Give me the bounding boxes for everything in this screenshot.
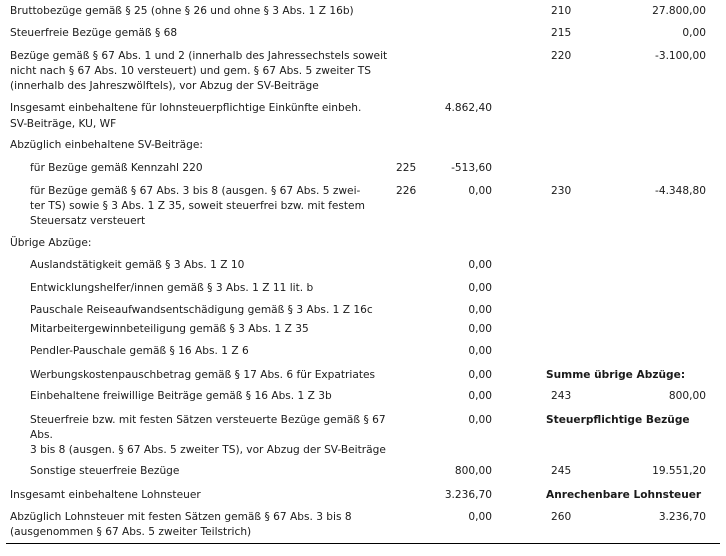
row-description-line: (innerhalb des Jahreszwölftels), vor Abzug der SV-Beiträge [10,80,319,92]
summary-heading: Anrechenbare Lohnsteuer [546,489,702,501]
row-value: 0,00 [468,369,492,381]
row-description: Sonstige steuerfreie Bezüge [30,465,180,477]
row-value: 0,00 [468,390,492,402]
row-description-line: SV-Beiträge, KU, WF [10,118,117,130]
bottom-divider [6,543,720,544]
row-value: 0,00 [468,511,492,523]
row-value: 0,00 [468,323,492,335]
row-value: 0,00 [468,304,492,316]
row-description: Auslandstätigkeit gemäß § 3 Abs. 1 Z 10 [30,259,245,271]
row-description-line: Bezüge gemäß § 67 Abs. 1 und 2 (innerhalb des Jahressechstels soweit [10,50,388,62]
row-amount: 3.236,70 [658,511,706,523]
row-description: Pauschale Reiseaufwandsentschädigung gemäß § 3 Abs. 1 Z 16c [30,304,373,316]
row-code: 225 [396,162,417,174]
row-description: Werbungskostenpauschbetrag gemäß § 17 Abs. 6 für Expatriates [30,369,376,381]
row-value: 0,00 [468,282,492,294]
row-code: 220 [551,50,572,62]
summary-heading: Steuerpflichtige Bezüge [546,414,690,426]
row-description-line: Abzüglich Lohnsteuer mit festen Sätzen gemäß § 67 Abs. 3 bis 8 [10,511,352,523]
row-description: Pendler-Pauschale gemäß § 16 Abs. 1 Z 6 [30,345,249,357]
row-description-line: Steuersatz versteuert [30,215,146,227]
row-amount: -3.100,00 [655,50,706,62]
row-code: 226 [396,185,417,197]
row-code: 260 [551,511,572,523]
row-description: Mitarbeitergewinnbeteiligung gemäß § 3 Abs. 1 Z 35 [30,323,309,335]
row-amount: 27.800,00 [652,5,706,17]
row-description: Insgesamt einbehaltene Lohnsteuer [10,489,201,501]
row-description: Einbehaltene freiwillige Beiträge gemäß § 16 Abs. 1 Z 3b [30,390,332,402]
row-value: 4.862,40 [444,102,492,114]
row-description-line: Abs. [30,429,53,441]
row-amount: 0,00 [682,27,706,39]
row-description-line: ter TS) sowie § 3 Abs. 1 Z 35, soweit steuerfrei bzw. mit festem [30,200,365,212]
row-code: 215 [551,27,572,39]
row-value: 0,00 [468,345,492,357]
row-description: Steuerfreie Bezüge gemäß § 68 [10,27,178,39]
row-value: 0,00 [468,185,492,197]
row-amount: 19.551,20 [652,465,706,477]
row-description-line: 3 bis 8 (ausgen. § 67 Abs. 5 zweiter TS), vor Abzug der SV-Beiträge [30,444,386,456]
row-description: für Bezüge gemäß Kennzahl 220 [30,162,203,174]
row-amount: -4.348,80 [655,185,706,197]
row-value: 3.236,70 [444,489,492,501]
row-code: 245 [551,465,572,477]
row-value: 0,00 [468,414,492,426]
row-description-line: Steuerfreie bzw. mit festen Sätzen versteuerte Bezüge gemäß § 67 [30,414,386,426]
row-code: 210 [551,5,572,17]
row-description: Abzüglich einbehaltene SV-Beiträge: [10,139,203,151]
row-value: 0,00 [468,259,492,271]
row-description: Entwicklungshelfer/innen gemäß § 3 Abs. 1 Z 11 lit. b [30,282,314,294]
row-description-line: Insgesamt einbehaltene für lohnsteuerpflichtige Einkünfte einbeh. [10,102,362,114]
row-value: 800,00 [454,465,492,477]
row-description: Bruttobezüge gemäß § 25 (ohne § 26 und ohne § 3 Abs. 1 Z 16b) [10,5,354,17]
row-code-right: 230 [551,185,572,197]
row-description: Übrige Abzüge: [10,237,92,249]
summary-heading: Summe übrige Abzüge: [546,369,686,381]
row-value: -513,60 [451,162,492,174]
row-amount: 800,00 [668,390,706,402]
row-code: 243 [551,390,572,402]
row-description-line: für Bezüge gemäß § 67 Abs. 3 bis 8 (ausgen. § 67 Abs. 5 zwei- [30,185,361,197]
row-description-line: (ausgenommen § 67 Abs. 5 zweiter Teilstrich) [10,526,252,538]
row-description-line: nicht nach § 67 Abs. 10 versteuert) und gem. § 67 Abs. 5 zweiter TS [10,65,371,77]
